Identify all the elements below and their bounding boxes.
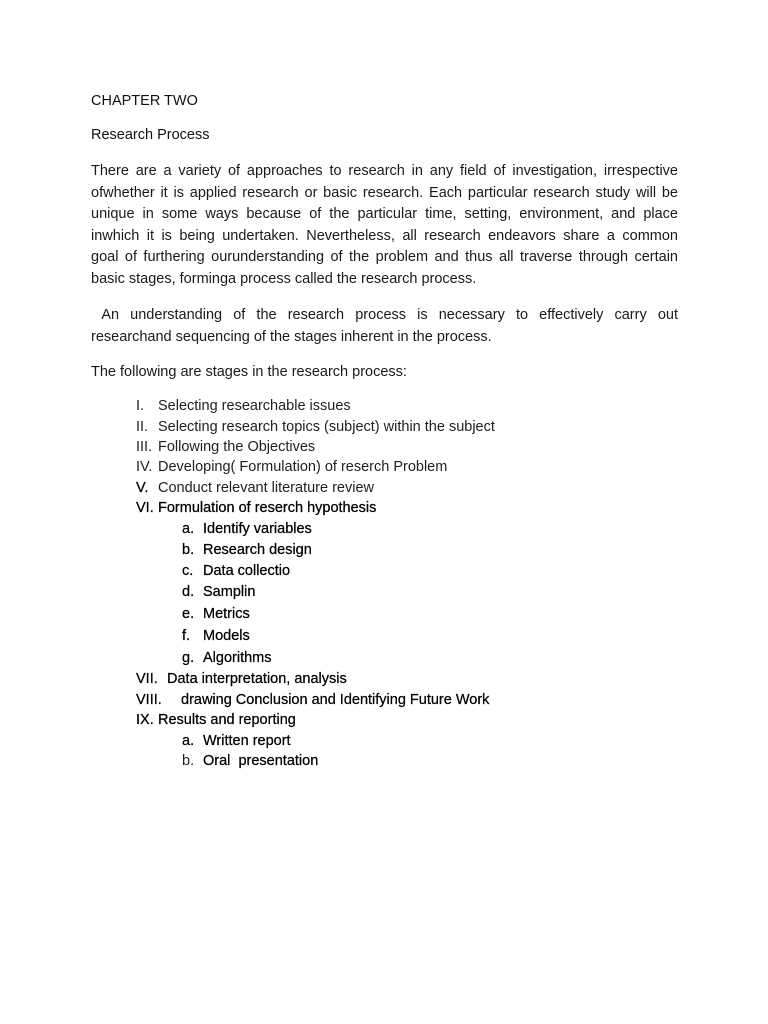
list-item-number: d. [182,584,195,600]
list-item-number: VII. [136,671,158,687]
list-item-text: Following the Objectives [158,439,316,455]
list-item-text: Selecting research topics (subject) within the subject [158,419,495,435]
list-item-text: Algorithms [203,650,272,666]
list-item-number: e. [182,606,195,622]
list-item-text: Results and reporting [158,712,296,728]
list-item-text: Oral presentation [203,753,319,769]
paragraph-line: unique in some ways because of the particular time, setting, environment, and place [91,206,678,223]
list-item-number: III. [136,439,153,455]
list-item-number: VI. [136,500,154,516]
list-item-text: Data interpretation, analysis [167,671,347,687]
stages-intro-paragraph [91,362,678,384]
list-item-text: drawing Conclusion and Identifying Future Work [181,692,490,708]
list-item-number: V. [136,480,149,496]
paragraph-line: ofwhether it is applied research or basic research. Each particular research study will be [91,184,678,201]
understanding-paragraph [91,305,678,348]
list-item-number: f. [182,628,191,644]
list-item-number: g. [182,650,195,666]
list-item-text: Written report [203,733,291,749]
list-item-number: IX. [136,712,154,728]
list-item-text: Models [203,628,250,644]
paragraph-line: researchand sequencing of the stages inherent in the process. [91,328,492,345]
list-item-text: Identify variables [203,521,312,537]
paragraph-line: The following are stages in the research process: [91,364,407,380]
chapter-title: CHAPTER TWO [91,93,198,109]
paragraph-line: There are a variety of approaches to research in any field of investigation, irrespective [91,163,678,179]
list-item-text: Metrics [203,606,250,622]
paragraph-line: basic stages, forminga process called the research process. [91,270,477,287]
list-item-number: IV. [136,459,153,475]
list-item-text: Selecting researchable issues [158,398,351,414]
list-item-number: b. [182,753,195,769]
intro-paragraph [91,161,678,291]
list-item-number: a. [182,521,195,537]
list-item-number: b. [182,542,195,558]
list-item-text: Formulation of reserch hypothesis [158,500,377,516]
list-item-number: a. [182,733,195,749]
list-item-number: VIII. [136,692,162,708]
list-item-number: I. [136,398,145,414]
list-item-number: c. [182,563,194,579]
paragraph-line: goal of furthering ourunderstanding of the problem and thus all traverse through certain [91,249,678,266]
paragraph-line: An understanding of the research process is necessary to effectively carry out [91,307,678,323]
list-item-text: Data collectio [203,563,291,579]
list-item-text: Conduct relevant literature review [158,480,374,496]
list-item-text: Developing( Formulation) of reserch Problem [158,459,448,475]
list-item-number: II. [136,419,149,435]
list-item-text: Research design [203,542,312,558]
paragraph-line: inwhich it is being undertaken. Nevertheless, all research endeavors share a common [91,227,678,244]
section-heading: Research Process [91,127,210,143]
list-item-text: Samplin [203,584,256,600]
